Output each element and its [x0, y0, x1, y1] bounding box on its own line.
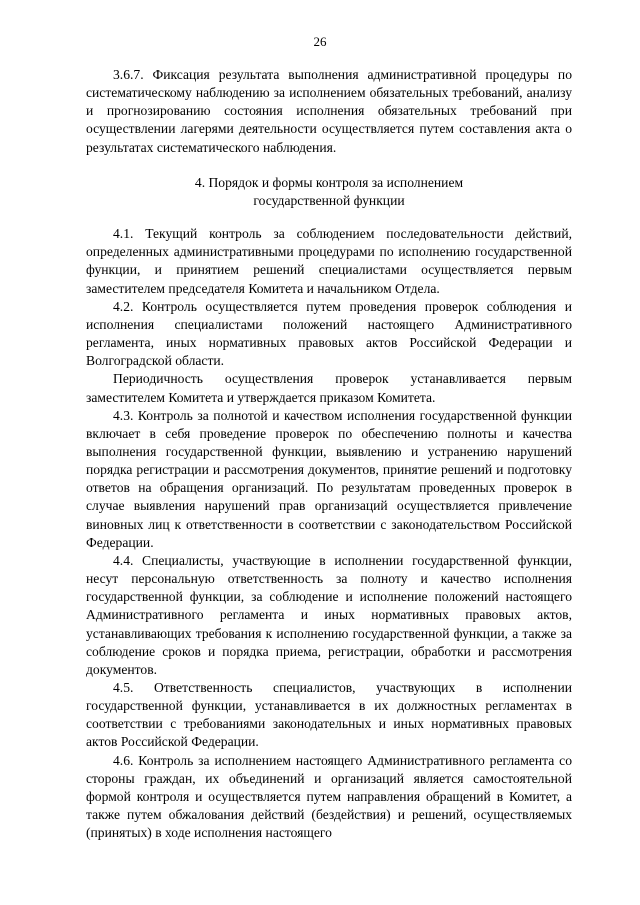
paragraph-4-5: 4.5. Ответственность специалистов, участвующих в исполнении государственной функции, устанавливается в их должностных регламентах в соответствии с требованиями законодательных и иных нормативных правовых актов Российской Федерации.: [86, 680, 572, 750]
paragraph-4-1: 4.1. Текущий контроль за соблюдением последовательности действий, определенных административными процедурами по исполнению государственной функции, и принятием решений специалистами осуществляется первым заместителем председателя Комитета и начальником Отдела.: [86, 226, 572, 296]
document-body: [86, 66, 572, 842]
paragraph-4-3: 4.3. Контроль за полнотой и качеством исполнения государственной функции включает в себя проведение проверок по обеспечению полноты и качества выполнения государственной функции, выявлению и устранению нарушений порядка регистрации и рассмотрения документов, принятие решений и подготовку ответов на обращения организаций. По результатам проведенных проверок в случае выявления нарушений прав организаций осуществляется привлечение виновных лиц к ответственности в соответствии с законодательством Российской Федерации.: [86, 407, 572, 550]
section-heading: [86, 174, 572, 210]
paragraph-periodicity: Периодичность осуществления проверок устанавливается первым заместителем Комитета и утверждается приказом Комитета.: [86, 371, 572, 405]
section-heading-line-1: 4. Порядок и формы контроля за исполнением: [194, 174, 464, 190]
paragraph-4-2: 4.2. Контроль осуществляется путем проведения проверок соблюдения и исполнения специалистами положений настоящего Административного регламента, иных нормативных правовых актов Российской Федерации и Волгоградской области.: [86, 298, 572, 369]
section-heading-line-2: государственной функции: [253, 192, 405, 208]
page-number: 26: [313, 34, 327, 49]
paragraph-3-6-7: 3.6.7. Фиксация результата выполнения административной процедуры по систематическому наблюдению за исполнением обязательных требований, анализу и прогнозированию состояния исполнения обязательных требований при осуществлении лагерями деятельности осуществляется путем составления акта о результатах систематического наблюдения.: [86, 67, 572, 155]
paragraph-4-6: 4.6. Контроль за исполнением настоящего Административного регламента со стороны граждан, их объединений и организаций является самостоятельной формой контроля и осуществляется путем направления обращений в Комитет, а также путем обжалования действий (бездействия) и решений, осуществляемых (принятых) в ходе исполнения настоящего: [86, 752, 572, 841]
paragraph-4-4: 4.4. Специалисты, участвующие в исполнении государственной функции, несут персональную ответственность за полноту и качество исполнения государственной функции, за соблюдение и исполнение положений настоящего Административного регламента и иных нормативных правовых актов, устанавливающих требования к исполнению государственной функции, а также за соблюдение сроков и порядка приема, регистрации, обработки и рассмотрения документов.: [86, 552, 572, 677]
